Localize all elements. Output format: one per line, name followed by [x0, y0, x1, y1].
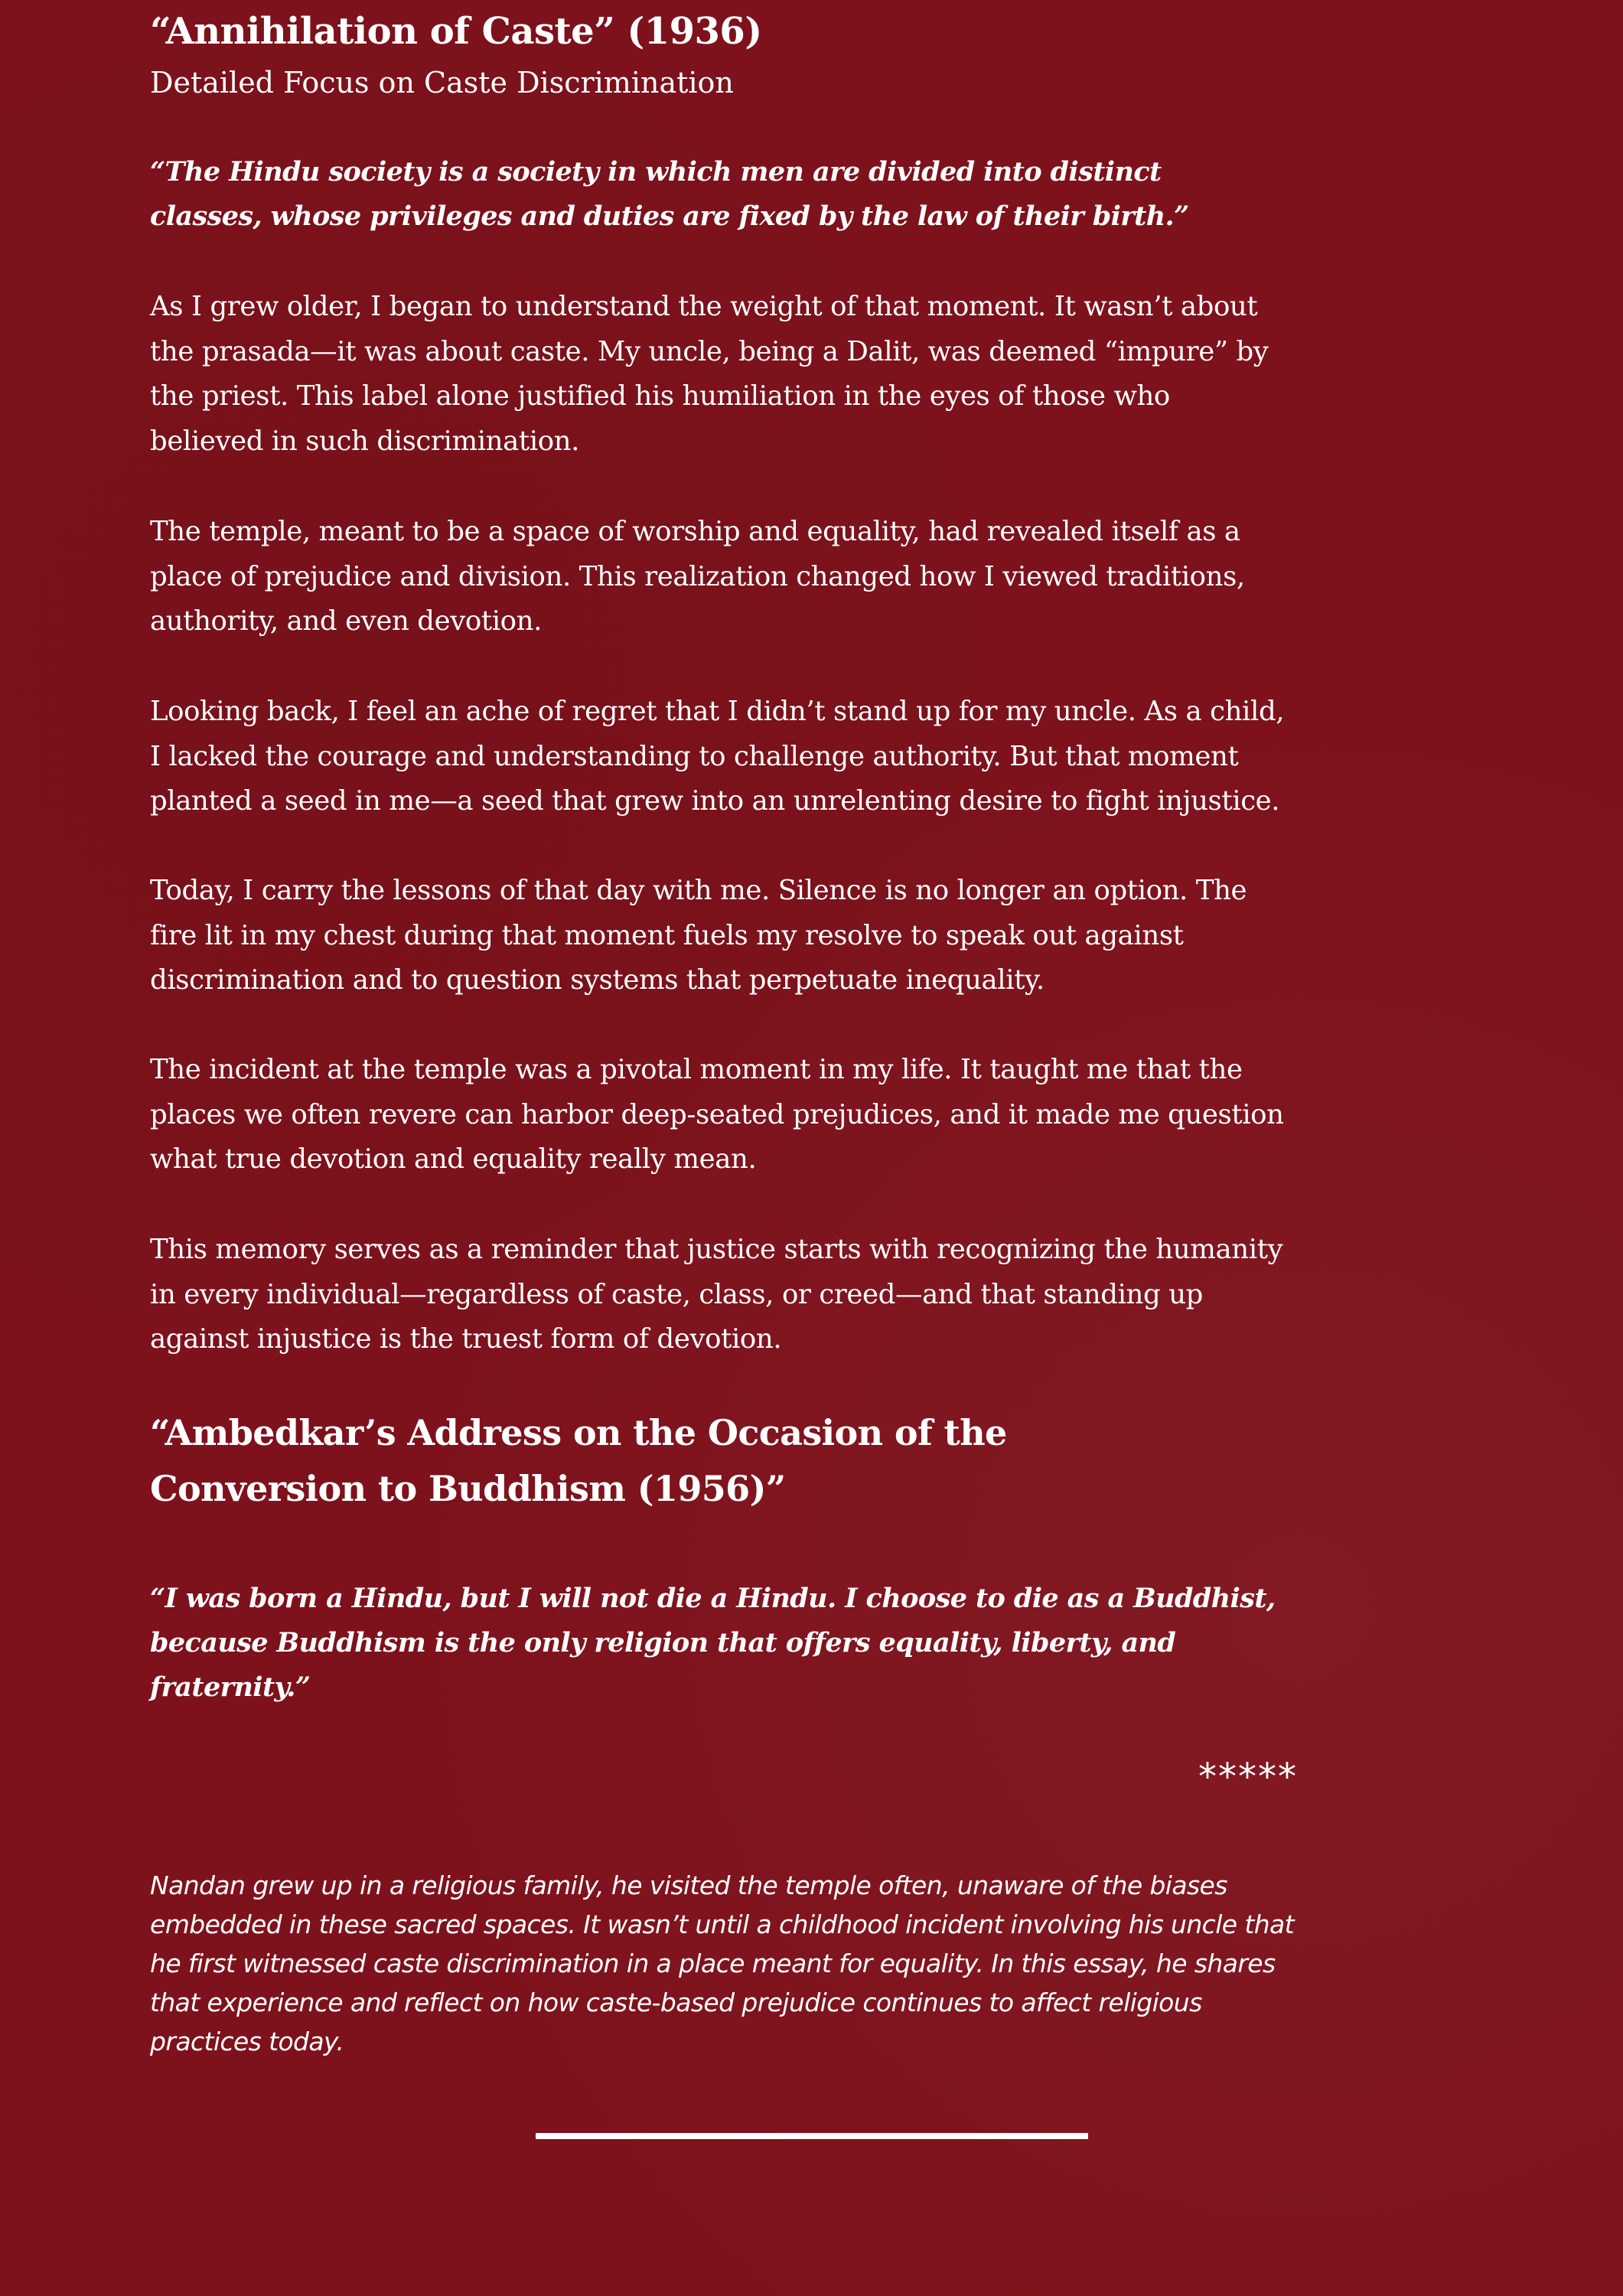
article-title: “Annihilation of Caste” (1936)	[150, 10, 762, 53]
pull-quote-caste: “The Hindu society is a society in which men are divided into distinct classes, whose privileges and duties are fixed by the law of their birth.”	[150, 156, 1189, 232]
pull-quote-buddhism: “I was born a Hindu, but I will not die a Hindu. I choose to die as a Buddhist, because Buddhism is the only religion that offers equality, liberty, and fraternity.”	[150, 1583, 1276, 1703]
section-heading-conversion: “Ambedkar’s Address on the Occasion of the Conversion to Buddhism (1956)”	[150, 1412, 1007, 1509]
body-paragraph: The incident at the temple was a pivotal moment in my life. It taught me that the places we often revere can harbor deep-seated prejudices, and it made me question what true devotion and equality really mean.	[150, 1054, 1284, 1175]
article-subtitle: Detailed Focus on Caste Discrimination	[150, 66, 734, 99]
body-paragraph: Today, I carry the lessons of that day with me. Silence is no longer an option. The fire lit in my chest during that moment fuels my resolve to speak out against discrimination and to question systems that perpetuate inequality.	[150, 875, 1247, 996]
body-paragraph: Looking back, I feel an ache of regret that I didn’t stand up for my uncle. As a child, I lacked the courage and understanding to challenge authority. But that moment planted a seed in me—a seed that grew into an unrelenting desire to fight injustice.	[150, 696, 1285, 817]
divider-line	[536, 2133, 1088, 2139]
body-paragraph: The temple, meant to be a space of worship and equality, had revealed itself as a place of prejudice and division. This realization changed how I viewed traditions, authority, and even devotion.	[150, 516, 1245, 637]
body-paragraph: This memory serves as a reminder that justice starts with recognizing the humanity in every individual—regardless of caste, class, or creed—and that standing up against injustice is the truest form of devotion.	[150, 1234, 1283, 1355]
section-separator: *****	[1198, 1756, 1298, 1799]
author-bio: Nandan grew up in a religious family, he visited the temple often, unaware of the biases embedded in these sacred spaces. It wasn’t until a childhood incident involving his uncle that he first witnessed caste discrimination in a place meant for equality. In this essay, he shares that experience and reflect on how caste-based prejudice continues to affect religious practices today.	[150, 1870, 1295, 2056]
body-paragraph: As I grew older, I began to understand the weight of that moment. It wasn’t about the prasada—it was about caste. My uncle, being a Dalit, was deemed “impure” by the priest. This label alone justified his humiliation in the eyes of those who believed in such discrimination.	[150, 291, 1269, 457]
